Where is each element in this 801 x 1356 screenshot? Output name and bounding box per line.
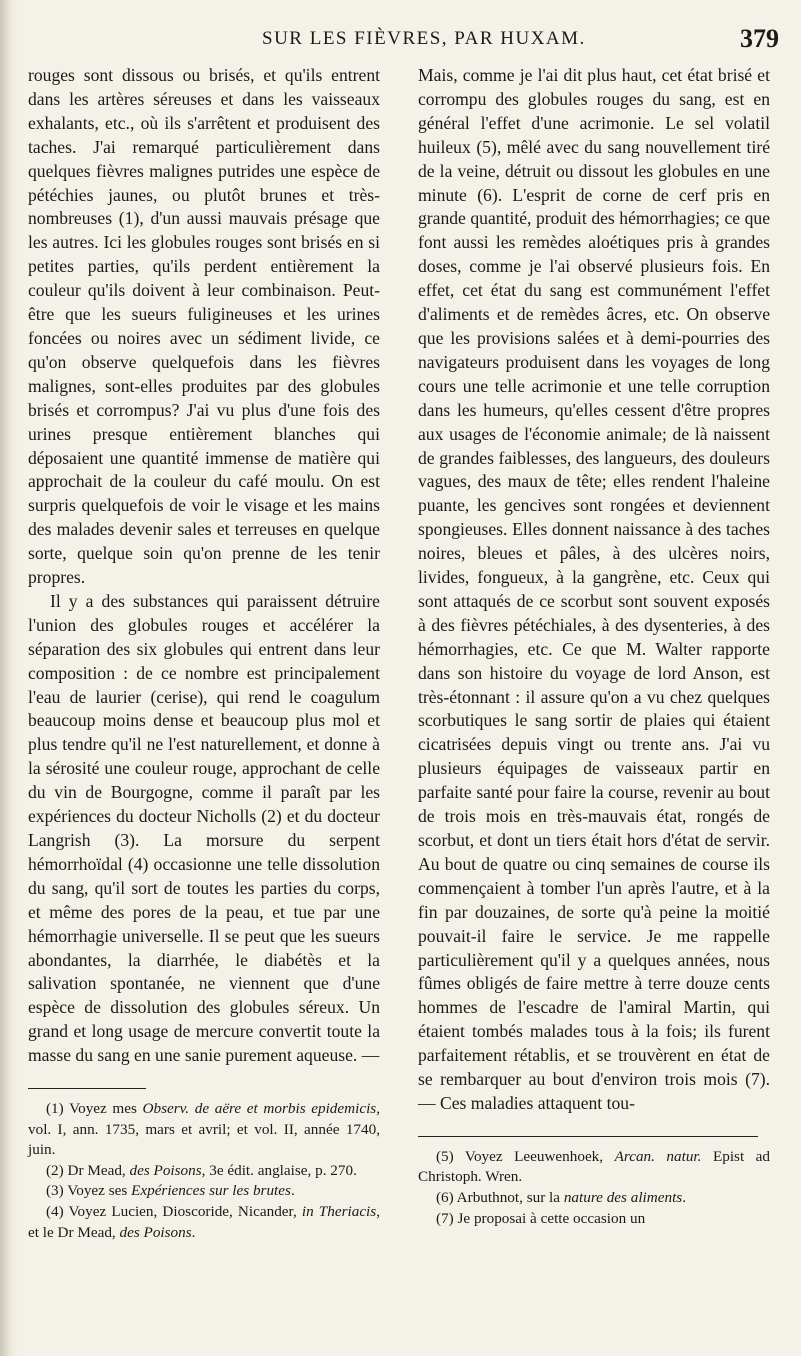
footnote-3: (3) Voyez ses Expériences sur les brutes. [46, 1182, 295, 1200]
right-footnotes [418, 1147, 770, 1229]
footnote-1: (1) Voyez mes Observ. de aëre et morbis epidemicis, vol. I, ann. 1735, mars et avril; et vol. II, année 1740, juin. [28, 1100, 380, 1159]
running-head-title: SUR LES FIÈVRES, PAR HUXAM. [262, 28, 586, 49]
left-footnotes [28, 1099, 380, 1243]
left-paragraph: Il y a des substances qui paraissent détruire l'union des globules rouges et accélérer la séparation des six globules qui entrent dans leur composition : de ce nombre est principalement l'eau de laurier (cerise), qui rend le coagulum beaucoup moins dense et beaucoup plus mol et plus tendre qu'il ne l'est naturellement, et donne à la sérosité une couleur rouge, approchant de celle du vin de Bourgogne, comme il paraît par les expériences du docteur Nicholls (2) et du docteur Langrish (3). La morsure du serpent hémorrhoïdal (4) occasionne une telle dissolution du sang, qu'il sort de toutes les parties du corps, et même des pores de la peau, et tue par une hémorrhagie universelle. Il se peut que les sueurs abondantes, la diarrhée, le diabétès et la salivation spontanée, ne viennent que d'une espèce de dissolution des globules séreux. Un grand et long usage de mercure convertit toute la masse du sang en une sanie purement aqueuse. — [28, 590, 380, 1066]
footnote-6: (6) Arbuthnot, sur la nature des aliments. [436, 1189, 687, 1207]
page-gutter-shadow [0, 0, 18, 1356]
footnote-4: (4) Voyez Lucien, Dioscoride, Nicander, in Theriacis, et le Dr Mead, des Poisons. [28, 1203, 380, 1241]
right-paragraph: Mais, comme je l'ai dit plus haut, cet état brisé et corrompu des globules rouges du sang, est en général l'effet d'une acrimonie. Le sel volatil huileux (5), mêlé avec du sang nouvellement tiré de la veine, détruit ou dissout les globules en une minute (6). L'esprit de corne de cerf pris en grande quantité, produit des hémorrhagies; ce que font aussi les remèdes aloétiques pris à grandes doses, comme je l'ai observé plusieurs fois. En effet, cet état du sang est communément l'effet d'aliments et de remèdes âcres, etc. On observe que les provisions salées et à demi-pourries des navigateurs produisent dans les voyages de long cours une telle acrimonie et une telle corruption dans les humeurs, qu'elles cessent d'être propres aux usages de l'économie animale; de là naissent de grandes faiblesses, des langueurs, des douleurs vagues, des maux de tête; elles rendent l'haleine puante, les gencives sont rongées et deviennent spongieuses. Elles donnent naissance à des taches noires, bleues et pâles, à des ulcères noirs, livides, fongueux, à la gangrène, etc. Ceux qui sont attaqués de ce scorbut sont souvent exposés à des fièvres pétéchiales, à des dysenteries, à des hémorrhagies, etc. Ce que M. Walter rapporte dans son histoire du voyage de lord Anson, est très-étonnant : il assure qu'on a vu chez quelques scorbutiques le sang sortir de plaies qui étaient cicatrisées depuis vingt ou trente ans. J'ai vu plusieurs équipages de vaisseaux partir en parfaite santé pour faire la course, revenir au bout de trois mois en très-mauvais état, rongés de scorbut, et dont un tiers était hors d'état de servir. Au bout de quatre ou cinq semaines de course ils commençaient à tomber l'un après l'autre, et à la fin par douzaines, de sorte qu'à peine la moitié pouvait-il faire le service. Je me rappelle particulièrement qu'il y a quelques années, nous fûmes obligés de faire mettre à terre douze cents hommes de l'escadre de l'amiral Martin, qui étaient tombés malades tous à la fois; ils furent parfaitement rétablis, et se trouvèrent en état de se rembarquer au bout d'environ trois mois (7). — Ces maladies attaquent tou- [418, 65, 770, 1113]
left-column [28, 64, 380, 1243]
left-paragraph: rouges sont dissous ou brisés, et qu'ils entrent dans les artères séreuses et dans les vaisseaux exhalants, etc., où ils s'arrêtent et produisent des taches. J'ai remarqué particulièrement dans quelques fièvres malignes putrides une espèce de pétéchies jaunes, ou plutôt brunes et très-nombreuses (1), d'un aussi mauvais présage que les autres. Ici les globules rouges sont brisés en si petites parties, qu'ils perdent entièrement la couleur qu'ils doivent à leur combinaison. Peut-être que les sueurs fuligineuses et les urines foncées ou noires avec un sédiment livide, ce qu'on observe quelquefois dans les fièvres malignes, sont-elles produites par des globules brisés et corrompus? J'ai vu plus d'une fois des urines presque entièrement blanches qui déposaient une quantité immense de matière qui approchait de la couleur du café moulu. On est surpris quelquefois de voir le visage et les mains des malades devenir sales et terreuses en quelque sorte, quelque soin qu'on prenne de les tenir propres. [28, 65, 380, 588]
right-column-body [418, 64, 770, 1116]
running-head [0, 22, 801, 56]
right-column [418, 64, 770, 1229]
footnote-rule [418, 1136, 758, 1137]
page-number: 379 [740, 24, 779, 53]
footnote-7: (7) Je proposai à cette occasion un [436, 1209, 646, 1227]
footnote-5: (5) Voyez Leeuwenhoek, Arcan. natur. Epist ad Christoph. Wren. [418, 1147, 770, 1186]
footnote-rule [28, 1088, 146, 1089]
left-column-body [28, 64, 380, 1068]
footnote-2: (2) Dr Mead, des Poisons, 3e édit. anglaise, p. 270. [46, 1161, 357, 1179]
